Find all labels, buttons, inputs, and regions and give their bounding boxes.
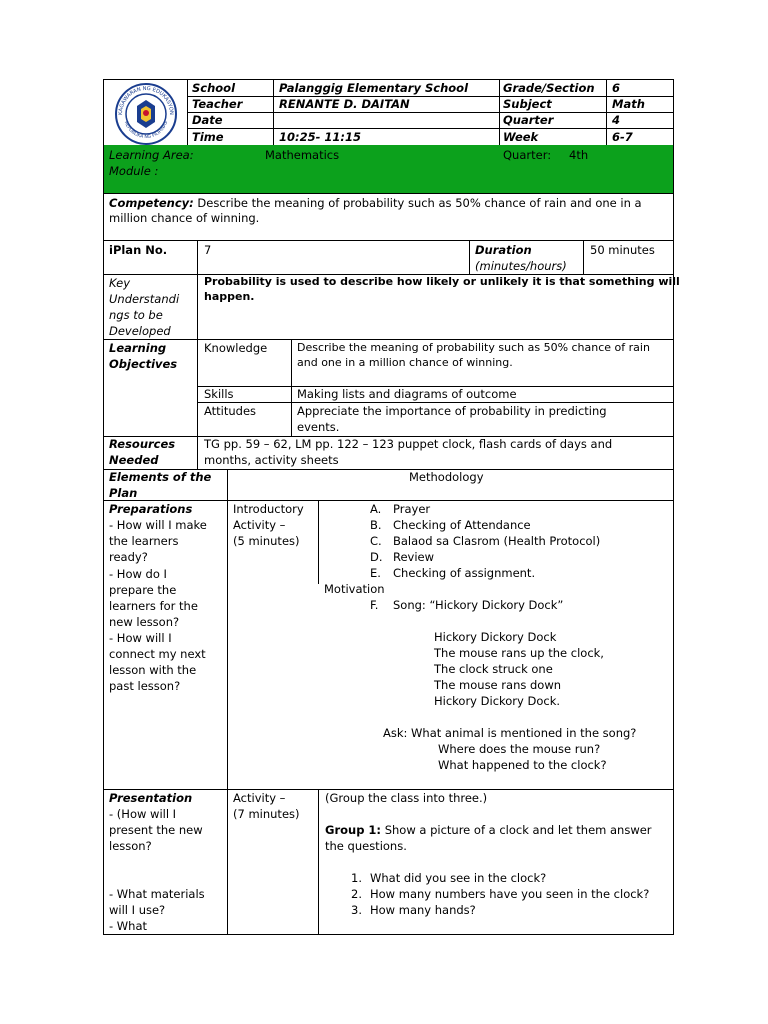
key-understandings-label-4: Developed [109, 324, 171, 338]
knowledge-label: Knowledge [204, 341, 268, 355]
deped-seal-icon [113, 82, 179, 146]
presentation-line: - What [109, 919, 148, 933]
module-label: Module : [109, 164, 159, 178]
group-label: Group 1: [325, 823, 382, 837]
grade-label: Grade/Section [503, 81, 595, 95]
key-understandings-text-1: Probability is used to describe how likely or unlikely it is that something will [204, 275, 680, 288]
svg-text:KAGAWARAN NG EDUKASYON: KAGAWARAN NG EDUKASYON [117, 85, 175, 116]
iplan-label: iPlan No. [109, 243, 168, 257]
banner-quarter-label: Quarter: [503, 148, 552, 162]
presentation-line: present the new [109, 823, 203, 837]
time-label: Time [192, 130, 224, 144]
ask-line-1: Ask: What animal is mentioned in the song? [383, 726, 637, 740]
competency-line2: million chance of winning. [109, 211, 260, 225]
knowledge-line2: and one in a million chance of winning. [297, 356, 513, 369]
intro-activity-1: Introductory [233, 502, 304, 516]
week-label: Week [503, 130, 539, 144]
date-label: Date [192, 113, 223, 127]
week-value: 6-7 [612, 130, 633, 144]
prep-line: past lesson? [109, 679, 181, 693]
learning-area-label: Learning Area: [109, 148, 194, 162]
step-text: Checking of assignment. [393, 566, 536, 580]
lyric-line: The mouse rans up the clock, [434, 646, 604, 660]
subject-value: Math [612, 97, 645, 111]
attitudes-line1: Appreciate the importance of probability in predicting [297, 404, 607, 418]
objectives-label-1: Learning [109, 341, 167, 355]
ask-line-3: What happened to the clock? [438, 758, 607, 772]
lyric-line: The mouse rans down [434, 678, 562, 692]
song-title: Song: “Hickory Dickory Dock” [393, 598, 564, 612]
lyric-line: Hickory Dickory Dock. [434, 694, 561, 708]
key-understandings-label-1: Key [109, 276, 131, 290]
competency-line1: Describe the meaning of probability such as 50% chance of rain and one in a [197, 196, 642, 210]
knowledge-line1: Describe the meaning of probability such as 50% chance of rain [297, 341, 650, 354]
elements-label-2: Plan [109, 486, 138, 500]
preparations-title: Preparations [109, 502, 193, 516]
subject-label: Subject [503, 97, 552, 111]
objectives-label-2: Objectives [109, 357, 178, 371]
prep-line: learners for the [109, 599, 198, 613]
duration-label: Duration [475, 243, 532, 257]
group-line2: the questions. [325, 839, 407, 853]
attitudes-line2: events. [297, 420, 340, 434]
question-text: What did you see in the clock? [370, 871, 547, 885]
presentation-line: will I use? [109, 903, 166, 917]
step-letter: E. [370, 566, 381, 580]
question-number: 3. [351, 903, 362, 917]
teacher-label: Teacher [192, 97, 243, 111]
prep-line: the learners [109, 534, 179, 548]
step-letter: B. [370, 518, 382, 532]
resources-line2: months, activity sheets [204, 453, 339, 467]
prep-line: lesson with the [109, 663, 197, 677]
duration-unit: (minutes/hours) [475, 259, 567, 273]
group-1 [325, 822, 652, 838]
grade-value: 6 [612, 81, 621, 95]
duration-value: 50 minutes [590, 243, 655, 257]
group-line1: Show a picture of a clock and let them answer [384, 823, 652, 837]
presentation-line: - What materials [109, 887, 205, 901]
quarter-label: Quarter [503, 113, 554, 127]
presentation-line: - (How will I [109, 807, 177, 821]
step-text: Review [393, 550, 435, 564]
prep-line: connect my next [109, 647, 206, 661]
question-text: How many hands? [370, 903, 476, 917]
skills-value: Making lists and diagrams of outcome [297, 387, 517, 401]
ask-line-2: Where does the mouse run? [438, 742, 601, 756]
song-letter: F. [370, 598, 379, 612]
key-understandings-text-2: happen. [204, 290, 255, 303]
svg-text:REPUBLIKA NG PILIPINAS: REPUBLIKA NG PILIPINAS [122, 120, 170, 141]
competency-label: Competency: [109, 196, 194, 210]
competency [109, 195, 642, 211]
question-text: How many numbers have you seen in the clock? [370, 887, 650, 901]
presentation-activity-2: (7 minutes) [233, 807, 300, 821]
resources-label-2: Needed [109, 453, 159, 467]
prep-line: - How will I [109, 631, 172, 645]
step-text: Prayer [393, 502, 431, 516]
prep-line: - How do I [109, 567, 167, 581]
presentation-activity-1: Activity – [233, 791, 286, 805]
banner-quarter-value: 4th [569, 148, 589, 162]
step-letter: A. [370, 502, 382, 516]
resources-line1: TG pp. 59 – 62, LM pp. 122 – 123 puppet clock, flash cards of days and [204, 437, 613, 451]
learning-area-value: Mathematics [265, 148, 340, 162]
presentation-title: Presentation [109, 791, 193, 805]
iplan-value: 7 [204, 243, 212, 257]
step-letter: D. [370, 550, 383, 564]
key-understandings-label-2: Understandi [109, 292, 180, 306]
key-understandings-label-3: ngs to be [109, 308, 163, 322]
presentation-line: lesson? [109, 839, 152, 853]
prep-line: prepare the [109, 583, 177, 597]
teacher-value: RENANTE D. DAITAN [279, 97, 410, 111]
attitudes-label: Attitudes [204, 404, 257, 418]
prep-line: - How will I make [109, 518, 207, 532]
quarter-value: 4 [612, 113, 621, 127]
prep-line: ready? [109, 550, 148, 564]
intro-activity-3: (5 minutes) [233, 534, 300, 548]
question-number: 2. [351, 887, 362, 901]
lyric-line: The clock struck one [434, 662, 553, 676]
resources-label-1: Resources [109, 437, 176, 451]
step-text: Balaod sa Clasrom (Health Protocol) [393, 534, 601, 548]
step-letter: C. [370, 534, 382, 548]
lyric-line: Hickory Dickory Dock [434, 630, 557, 644]
time-value: 10:25- 11:15 [279, 130, 361, 144]
step-text: Checking of Attendance [393, 518, 531, 532]
skills-label: Skills [204, 387, 234, 401]
motivation-label: Motivation [324, 582, 385, 596]
methodology-heading: Methodology [409, 470, 484, 484]
group-note: (Group the class into three.) [325, 791, 488, 805]
school-label: School [192, 81, 236, 95]
question-number: 1. [351, 871, 362, 885]
prep-line: new lesson? [109, 615, 180, 629]
elements-label-1: Elements of the [109, 470, 212, 484]
intro-activity-2: Activity – [233, 518, 286, 532]
school-value: Palanggig Elementary School [279, 81, 469, 95]
